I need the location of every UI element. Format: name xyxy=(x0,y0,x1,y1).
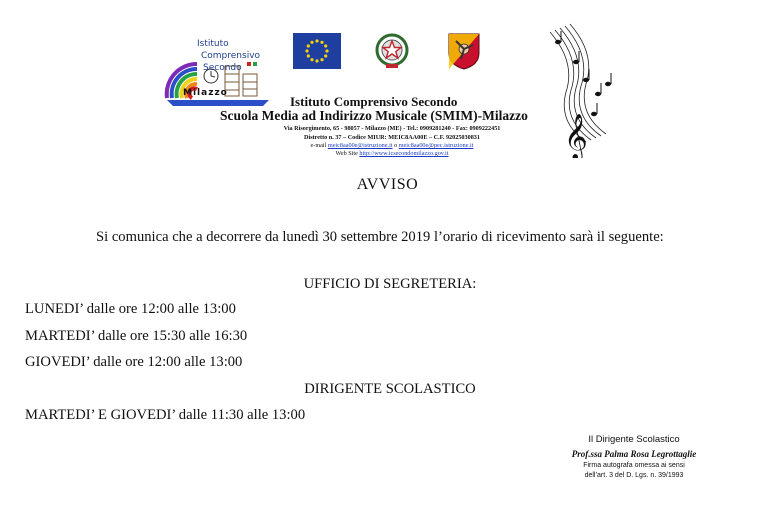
email-separator: o xyxy=(394,142,398,149)
school-subtitle: Scuola Media ad Indirizzo Musicale (SMIM)-Milazzo xyxy=(220,108,528,123)
eu-flag-icon xyxy=(293,33,341,69)
school-district: Distretto n. 37 – Codice MIUR: MEIC8AA00E – C.F. 92025030831 xyxy=(304,134,480,141)
logo-text-comprensivo: Comprensivo xyxy=(201,51,261,61)
office-hours-thursday: GIOVEDI’ dalle ore 12:00 alle 13:00 xyxy=(25,354,243,370)
logo-text-secondo: Secondo xyxy=(203,63,242,73)
school-logo xyxy=(163,36,275,108)
school-name: Istituto Comprensivo Secondo xyxy=(290,94,458,109)
office-hours-tuesday: MARTEDI’ dalle ore 15:30 alle 16:30 xyxy=(25,328,248,344)
signature-note-line2: dell’art. 3 del D. Lgs. n. 39/1993 xyxy=(584,472,684,479)
notice-title: AVVISO xyxy=(356,176,419,193)
italian-republic-emblem-icon xyxy=(374,32,410,70)
principal-hours: MARTEDI’ E GIOVEDI’ dalle 11:30 alle 13:00 xyxy=(25,407,306,423)
sicily-region-emblem-icon xyxy=(446,31,482,71)
school-email-line xyxy=(232,142,552,149)
notice-intro: Si comunica che a decorrere da lunedì 30 settembre 2019 l’orario di ricevimento sarà il seguente: xyxy=(96,229,664,245)
office-heading: UFFICIO DI SEGRETERIA: xyxy=(303,276,477,292)
web-prefix: Web Site xyxy=(335,150,358,157)
email-prefix: e-mail xyxy=(310,142,327,149)
logo-text-istituto: Istituto xyxy=(197,39,229,49)
principal-heading: DIRIGENTE SCOLASTICO xyxy=(304,381,476,397)
signature-role: Il Dirigente Scolastico xyxy=(588,434,680,445)
website-link[interactable]: http://www.icsecondomilazzo.gov.it xyxy=(359,150,449,157)
email-link-2[interactable]: meic8aa00e@pec.istruzione.it xyxy=(398,142,474,149)
school-address: Via Risorgimento, 65 - 98057 - Milazzo (ME) - Tel.: 0909281240 - Fax: 0909222451 xyxy=(283,125,501,132)
signature-note-line1: Firma autografa omessa ai sensi xyxy=(583,462,685,469)
signature-name: Prof.ssa Palma Rosa Legrottaglie xyxy=(571,449,697,459)
logo-text-milazzo: Milazzo xyxy=(183,88,228,98)
music-notes-decoration-icon xyxy=(546,22,624,158)
school-website-line xyxy=(232,150,552,157)
email-link-1[interactable]: meic8aa00e@istruzione.it xyxy=(327,142,393,149)
svg-text:𝄞: 𝄞 xyxy=(564,114,588,158)
office-hours-monday: LUNEDI’ dalle ore 12:00 alle 13:00 xyxy=(25,301,236,317)
